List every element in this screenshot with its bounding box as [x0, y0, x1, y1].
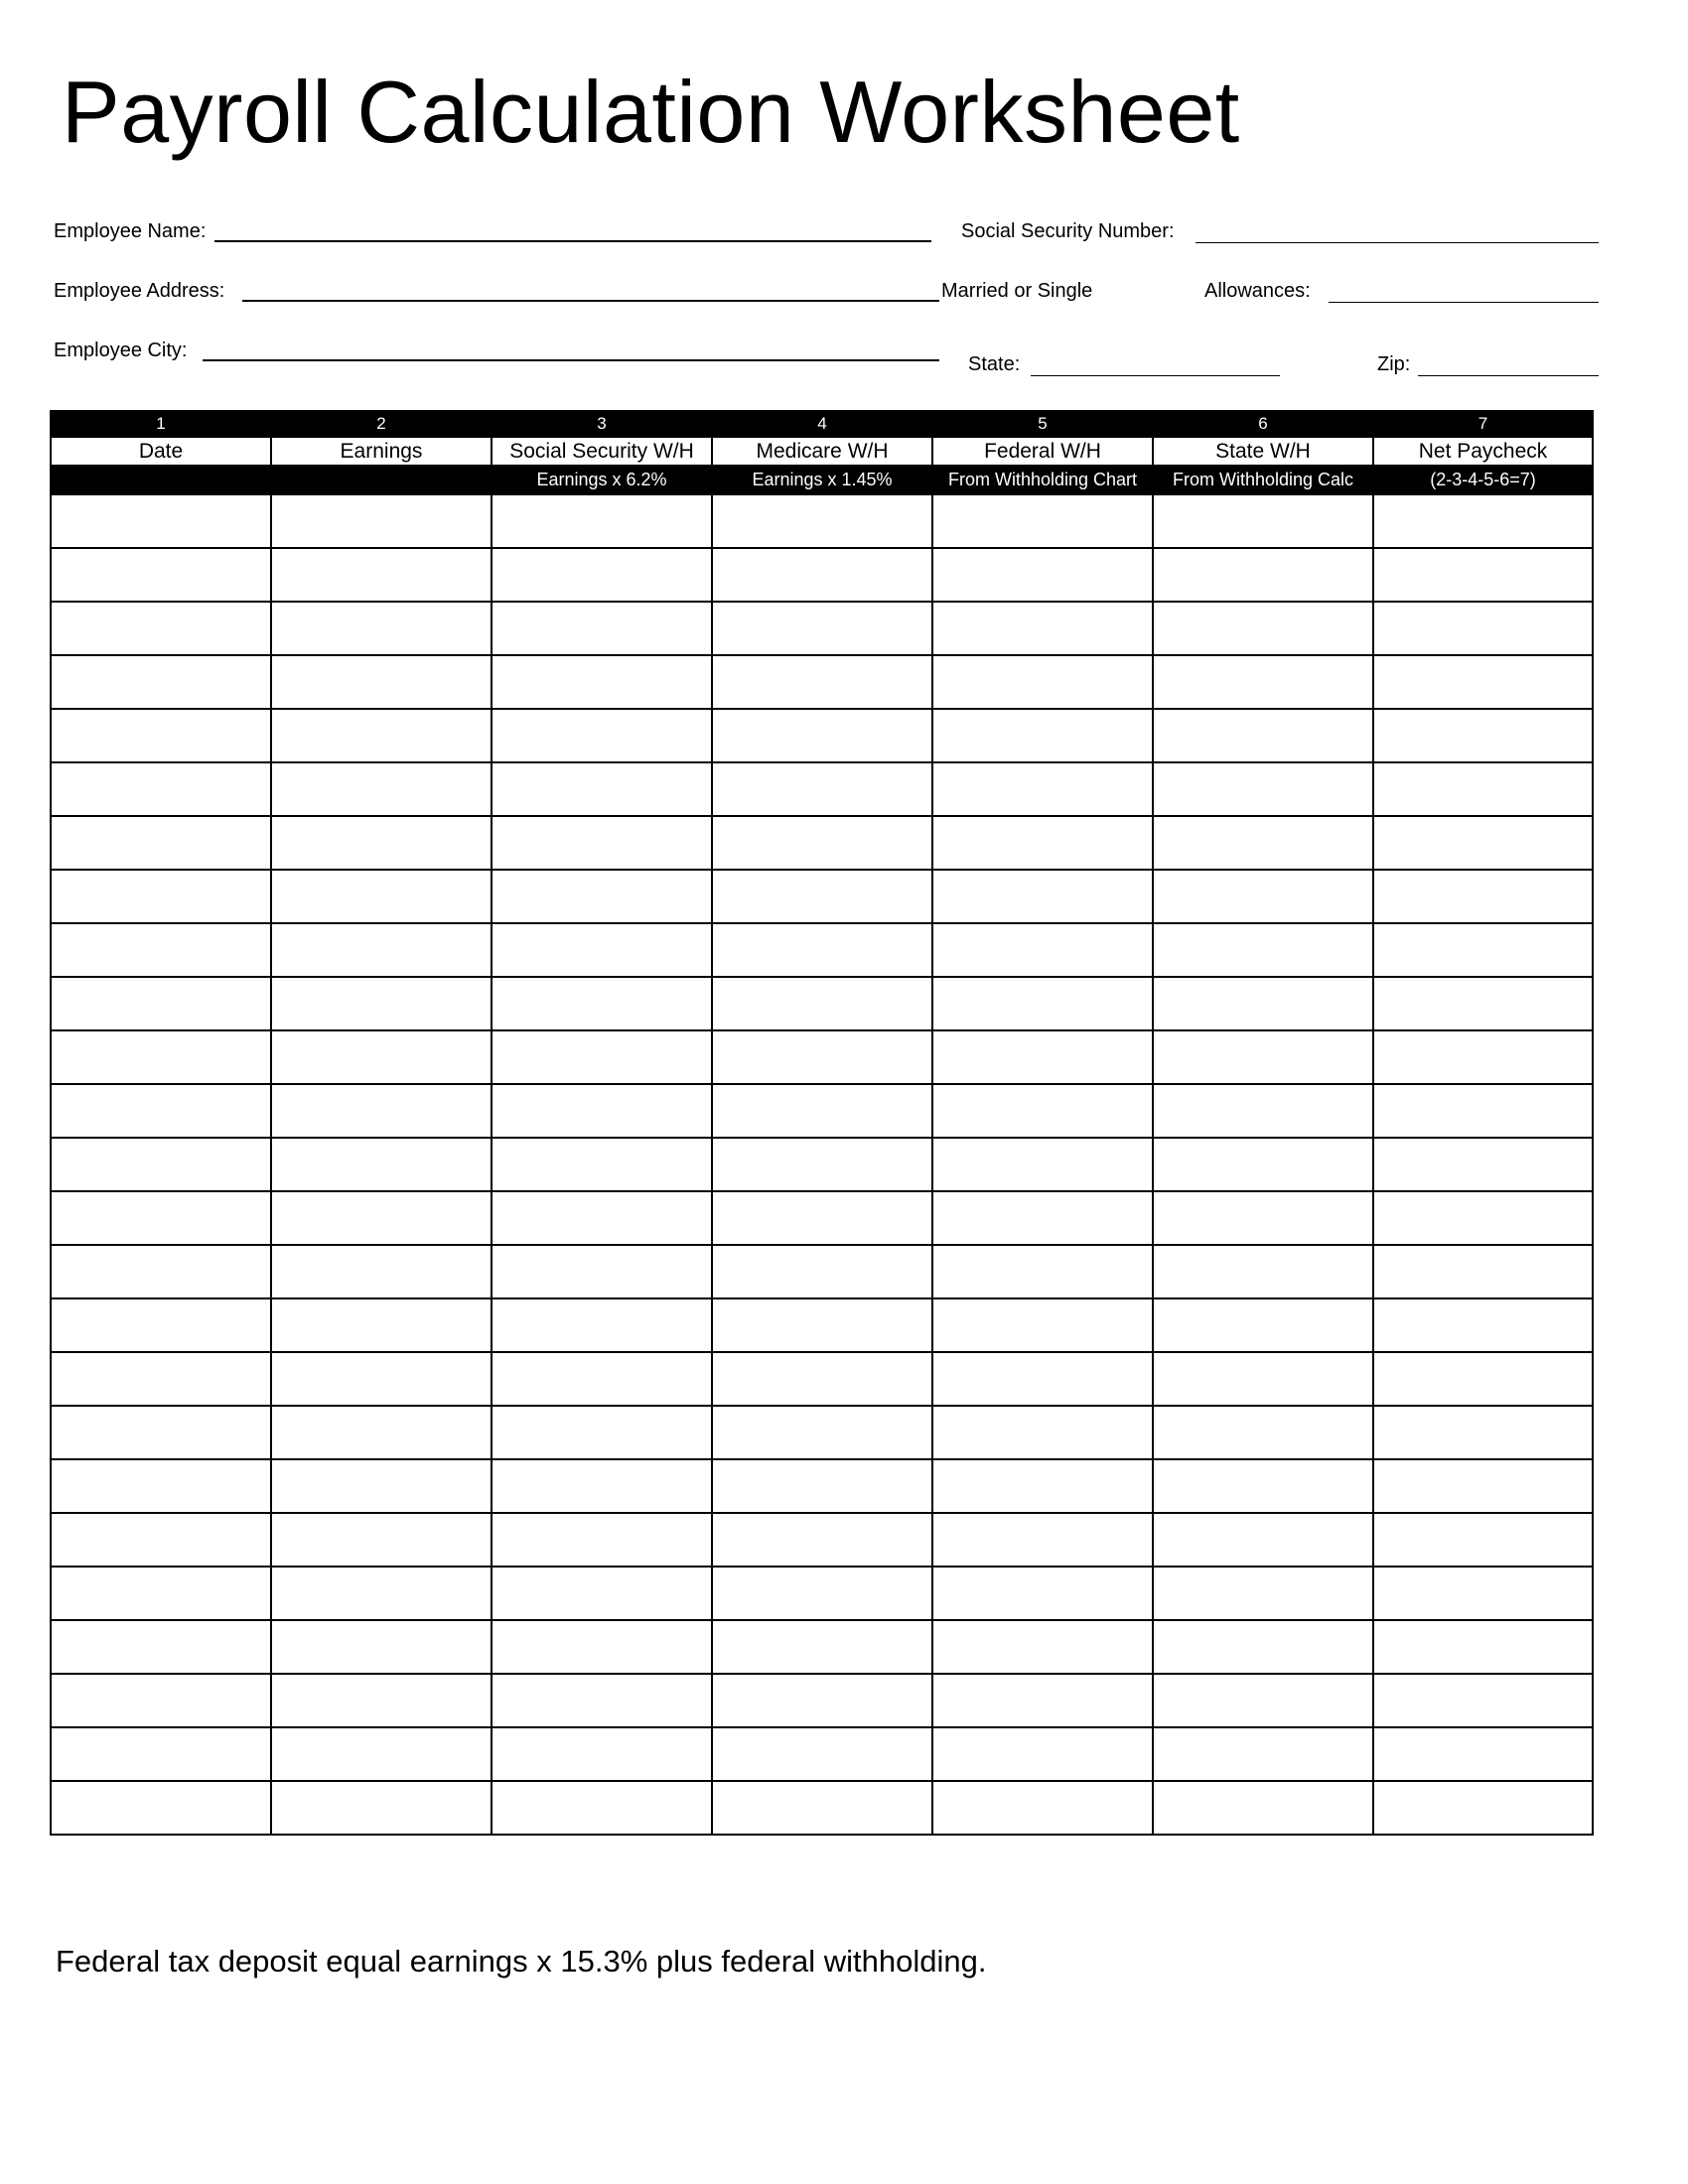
entry-cell[interactable]	[51, 1352, 271, 1406]
column-header-row	[51, 437, 1593, 466]
entry-cell[interactable]	[51, 1298, 271, 1352]
entry-cell[interactable]	[1153, 1674, 1373, 1727]
entry-cell[interactable]	[932, 1245, 1153, 1298]
entry-cell[interactable]	[932, 1406, 1153, 1459]
entry-cell[interactable]	[1153, 548, 1373, 602]
entry-cell[interactable]	[712, 494, 932, 548]
table-row	[51, 977, 1593, 1030]
table-row	[51, 1030, 1593, 1084]
entry-cell[interactable]	[492, 1030, 712, 1084]
entry-cell[interactable]	[932, 1191, 1153, 1245]
entry-cell[interactable]	[1153, 1245, 1373, 1298]
column-note: Earnings x 6.2%	[492, 466, 712, 494]
entry-cell[interactable]	[51, 1191, 271, 1245]
entry-cell[interactable]	[492, 602, 712, 655]
entry-cell[interactable]	[1373, 602, 1593, 655]
entry-cell[interactable]	[51, 1406, 271, 1459]
entry-cell[interactable]	[492, 1674, 712, 1727]
entry-cell[interactable]	[1373, 1030, 1593, 1084]
column-header-social-security: Social Security W/H	[492, 437, 712, 466]
entry-cell[interactable]	[712, 1245, 932, 1298]
column-note: Earnings x 1.45%	[712, 466, 932, 494]
entry-cell[interactable]	[1373, 1191, 1593, 1245]
entry-cell[interactable]	[271, 816, 492, 870]
state-line[interactable]	[1031, 375, 1280, 376]
entry-cell[interactable]	[271, 1567, 492, 1620]
entry-cell[interactable]	[51, 1620, 271, 1674]
entry-cell[interactable]	[932, 762, 1153, 816]
entry-cell[interactable]	[932, 548, 1153, 602]
entry-cell[interactable]	[1153, 1138, 1373, 1191]
entry-cell[interactable]	[1153, 816, 1373, 870]
entry-cell[interactable]	[1373, 1513, 1593, 1567]
entry-cell[interactable]	[1373, 1084, 1593, 1138]
entry-cell[interactable]	[1153, 923, 1373, 977]
table-row	[51, 1727, 1593, 1781]
entry-cell[interactable]	[271, 1245, 492, 1298]
entry-cell[interactable]	[51, 977, 271, 1030]
footer-note: Federal tax deposit equal earnings x 15.3% plus federal withholding.	[56, 1944, 987, 1979]
table-row	[51, 1674, 1593, 1727]
entry-cell[interactable]	[1373, 494, 1593, 548]
entry-cell[interactable]	[932, 923, 1153, 977]
entry-cell[interactable]	[712, 1298, 932, 1352]
entry-cell[interactable]	[1153, 1406, 1373, 1459]
table-row	[51, 816, 1593, 870]
entry-cell[interactable]	[932, 709, 1153, 762]
ssn-line[interactable]	[1196, 242, 1599, 243]
entry-cell[interactable]	[1153, 1084, 1373, 1138]
column-header-net-paycheck: Net Paycheck	[1373, 437, 1593, 466]
page-title: Payroll Calculation Worksheet	[62, 63, 1240, 161]
entry-cell[interactable]	[271, 709, 492, 762]
column-number: 6	[1153, 411, 1373, 437]
entry-cell[interactable]	[51, 494, 271, 548]
entry-cell[interactable]	[492, 977, 712, 1030]
table-row	[51, 655, 1593, 709]
entry-cell[interactable]	[492, 1781, 712, 1835]
entry-cell[interactable]	[271, 494, 492, 548]
entry-cell[interactable]	[492, 870, 712, 923]
entry-cell[interactable]	[712, 1352, 932, 1406]
entry-cell[interactable]	[51, 709, 271, 762]
entry-cell[interactable]	[1373, 1406, 1593, 1459]
entry-cell[interactable]	[51, 762, 271, 816]
entry-cell[interactable]	[712, 548, 932, 602]
zip-line[interactable]	[1418, 375, 1599, 376]
entry-cell[interactable]	[1153, 870, 1373, 923]
entry-cell[interactable]	[271, 602, 492, 655]
entry-cell[interactable]	[932, 1620, 1153, 1674]
entry-cell[interactable]	[492, 1406, 712, 1459]
column-header-state: State W/H	[1153, 437, 1373, 466]
entry-cell[interactable]	[51, 1245, 271, 1298]
entry-cell[interactable]	[932, 655, 1153, 709]
entry-cell[interactable]	[1373, 1352, 1593, 1406]
entry-cell[interactable]	[712, 1567, 932, 1620]
entry-cell[interactable]	[932, 1030, 1153, 1084]
table-row	[51, 602, 1593, 655]
table-row	[51, 1459, 1593, 1513]
entry-cell[interactable]	[1153, 1781, 1373, 1835]
table-row	[51, 548, 1593, 602]
entry-cell[interactable]	[932, 816, 1153, 870]
entry-cell[interactable]	[492, 816, 712, 870]
entry-cell[interactable]	[712, 870, 932, 923]
table-row	[51, 1191, 1593, 1245]
employee-name-line[interactable]	[214, 240, 931, 242]
entry-cell[interactable]	[492, 655, 712, 709]
entry-cell[interactable]	[1373, 548, 1593, 602]
entry-cell[interactable]	[1373, 1459, 1593, 1513]
entry-cell[interactable]	[1373, 1674, 1593, 1727]
entry-cell[interactable]	[271, 1191, 492, 1245]
entry-cell[interactable]	[51, 1567, 271, 1620]
entry-cell[interactable]	[492, 1352, 712, 1406]
entry-cell[interactable]	[712, 1030, 932, 1084]
entry-cell[interactable]	[51, 870, 271, 923]
entry-cell[interactable]	[1373, 709, 1593, 762]
entry-cell[interactable]	[1373, 1138, 1593, 1191]
entry-cell[interactable]	[712, 602, 932, 655]
employee-address-line[interactable]	[242, 300, 939, 302]
entry-cell[interactable]	[1153, 655, 1373, 709]
column-number: 1	[51, 411, 271, 437]
ssn-label: Social Security Number:	[961, 220, 1175, 242]
entry-cell[interactable]	[712, 1459, 932, 1513]
entry-cell[interactable]	[492, 1620, 712, 1674]
entry-cell[interactable]	[1153, 762, 1373, 816]
entry-cell[interactable]	[492, 548, 712, 602]
entry-cell[interactable]	[271, 870, 492, 923]
entry-cell[interactable]	[271, 1030, 492, 1084]
column-number: 5	[932, 411, 1153, 437]
table-row	[51, 1245, 1593, 1298]
entry-cell[interactable]	[271, 977, 492, 1030]
entry-cell[interactable]	[271, 1406, 492, 1459]
entry-cell[interactable]	[932, 1459, 1153, 1513]
table-row	[51, 1781, 1593, 1835]
entry-cell[interactable]	[712, 709, 932, 762]
entry-cell[interactable]	[712, 762, 932, 816]
entry-cell[interactable]	[932, 1727, 1153, 1781]
table-row	[51, 1352, 1593, 1406]
entry-cell[interactable]	[1373, 762, 1593, 816]
column-number: 2	[271, 411, 492, 437]
entry-cell[interactable]	[492, 1727, 712, 1781]
entry-cell[interactable]	[712, 1513, 932, 1567]
column-note: (2-3-4-5-6=7)	[1373, 466, 1593, 494]
entry-cell[interactable]	[1373, 923, 1593, 977]
entry-cell[interactable]	[932, 1138, 1153, 1191]
state-label: State:	[968, 353, 1021, 375]
entry-cell[interactable]	[1373, 1781, 1593, 1835]
entry-cell[interactable]	[1373, 655, 1593, 709]
entry-cell[interactable]	[1373, 977, 1593, 1030]
entry-cell[interactable]	[932, 1513, 1153, 1567]
table-row	[51, 1567, 1593, 1620]
column-note-row	[51, 466, 1593, 494]
entry-cell[interactable]	[271, 1138, 492, 1191]
entry-cell[interactable]	[51, 1674, 271, 1727]
entry-cell[interactable]	[712, 977, 932, 1030]
entry-cell[interactable]	[1373, 1620, 1593, 1674]
entry-cell[interactable]	[271, 1620, 492, 1674]
entry-cell[interactable]	[712, 1138, 932, 1191]
entry-cell[interactable]	[271, 923, 492, 977]
table-row	[51, 1513, 1593, 1567]
table-row	[51, 923, 1593, 977]
entry-cell[interactable]	[492, 709, 712, 762]
entry-cell[interactable]	[51, 1459, 271, 1513]
column-note: From Withholding Chart	[932, 466, 1153, 494]
entry-cell[interactable]	[1373, 1727, 1593, 1781]
payroll-table	[50, 410, 1594, 1836]
entry-cell[interactable]	[51, 602, 271, 655]
entry-cell[interactable]	[1373, 870, 1593, 923]
column-number: 4	[712, 411, 932, 437]
entry-cell[interactable]	[492, 1245, 712, 1298]
entry-cell[interactable]	[492, 1459, 712, 1513]
entry-cell[interactable]	[51, 923, 271, 977]
entry-cell[interactable]	[51, 1781, 271, 1835]
entry-cell[interactable]	[1373, 1245, 1593, 1298]
entry-cell[interactable]	[271, 1084, 492, 1138]
table-row	[51, 870, 1593, 923]
entry-cell[interactable]	[1153, 1191, 1373, 1245]
allowances-label: Allowances:	[1204, 280, 1311, 302]
entry-cell[interactable]	[712, 655, 932, 709]
entry-cell[interactable]	[712, 1620, 932, 1674]
table-row	[51, 709, 1593, 762]
married-or-single-label: Married or Single	[941, 280, 1093, 302]
entry-cell[interactable]	[51, 548, 271, 602]
column-number-row	[51, 411, 1593, 437]
entry-cell[interactable]	[271, 1674, 492, 1727]
column-header-medicare: Medicare W/H	[712, 437, 932, 466]
table-row	[51, 1298, 1593, 1352]
employee-city-label: Employee City:	[54, 340, 188, 361]
entry-cell[interactable]	[932, 602, 1153, 655]
entry-cell[interactable]	[492, 923, 712, 977]
entry-cell[interactable]	[712, 1191, 932, 1245]
entry-cell[interactable]	[932, 870, 1153, 923]
entry-cell[interactable]	[1153, 494, 1373, 548]
entry-cell[interactable]	[712, 1084, 932, 1138]
entry-cell[interactable]	[271, 548, 492, 602]
column-header-date: Date	[51, 437, 271, 466]
entry-cell[interactable]	[271, 1352, 492, 1406]
entry-cell[interactable]	[932, 1298, 1153, 1352]
entry-cell[interactable]	[712, 1674, 932, 1727]
entry-cell[interactable]	[51, 1084, 271, 1138]
entry-cell[interactable]	[712, 816, 932, 870]
entry-cell[interactable]	[492, 1567, 712, 1620]
entry-cell[interactable]	[932, 1352, 1153, 1406]
table-row	[51, 1138, 1593, 1191]
table-row	[51, 494, 1593, 548]
allowances-line[interactable]	[1329, 302, 1599, 303]
entry-cell[interactable]	[712, 923, 932, 977]
entry-cell[interactable]	[932, 1674, 1153, 1727]
entry-cell[interactable]	[932, 977, 1153, 1030]
entry-cell[interactable]	[932, 494, 1153, 548]
column-note	[271, 466, 492, 494]
entry-cell[interactable]	[51, 655, 271, 709]
entry-cell[interactable]	[271, 1298, 492, 1352]
entry-cell[interactable]	[1153, 977, 1373, 1030]
employee-city-line[interactable]	[203, 359, 939, 361]
entry-cell[interactable]	[51, 816, 271, 870]
column-note: From Withholding Calc	[1153, 466, 1373, 494]
entry-cell[interactable]	[1373, 1298, 1593, 1352]
table-row	[51, 1406, 1593, 1459]
table-row	[51, 1620, 1593, 1674]
entry-cell[interactable]	[1153, 1459, 1373, 1513]
entry-cell[interactable]	[932, 1084, 1153, 1138]
entry-cell[interactable]	[51, 1513, 271, 1567]
entry-cell[interactable]	[1153, 1727, 1373, 1781]
entry-cell[interactable]	[932, 1781, 1153, 1835]
entry-cell[interactable]	[1153, 1620, 1373, 1674]
entry-cell[interactable]	[271, 1781, 492, 1835]
entry-cell[interactable]	[271, 655, 492, 709]
entry-cell[interactable]	[51, 1138, 271, 1191]
table-row	[51, 762, 1593, 816]
entry-cell[interactable]	[1153, 602, 1373, 655]
entry-cell[interactable]	[1373, 816, 1593, 870]
entry-cell[interactable]	[271, 1459, 492, 1513]
entry-cell[interactable]	[492, 494, 712, 548]
entry-cell[interactable]	[51, 1727, 271, 1781]
entry-cell[interactable]	[932, 1567, 1153, 1620]
employee-name-label: Employee Name:	[54, 220, 207, 242]
entry-cell[interactable]	[712, 1781, 932, 1835]
entry-cell[interactable]	[492, 762, 712, 816]
entry-cell[interactable]	[492, 1191, 712, 1245]
column-number: 7	[1373, 411, 1593, 437]
entry-cell[interactable]	[271, 1513, 492, 1567]
entry-cell[interactable]	[1153, 709, 1373, 762]
entry-cell[interactable]	[492, 1513, 712, 1567]
entry-cell[interactable]	[1153, 1513, 1373, 1567]
entry-cell[interactable]	[1153, 1567, 1373, 1620]
entry-cell[interactable]	[492, 1084, 712, 1138]
entry-cell[interactable]	[1153, 1030, 1373, 1084]
table-row	[51, 1084, 1593, 1138]
entry-cell[interactable]	[1153, 1352, 1373, 1406]
entry-cell[interactable]	[712, 1727, 932, 1781]
entry-cell[interactable]	[1153, 1298, 1373, 1352]
entry-cell[interactable]	[1373, 1567, 1593, 1620]
column-header-federal: Federal W/H	[932, 437, 1153, 466]
entry-cell[interactable]	[51, 1030, 271, 1084]
column-note	[51, 466, 271, 494]
entry-cell[interactable]	[492, 1138, 712, 1191]
column-number: 3	[492, 411, 712, 437]
entry-cell[interactable]	[271, 762, 492, 816]
entry-cell[interactable]	[712, 1406, 932, 1459]
zip-label: Zip:	[1377, 353, 1411, 375]
employee-address-label: Employee Address:	[54, 280, 225, 302]
column-header-earnings: Earnings	[271, 437, 492, 466]
entry-cell[interactable]	[492, 1298, 712, 1352]
entry-cell[interactable]	[271, 1727, 492, 1781]
